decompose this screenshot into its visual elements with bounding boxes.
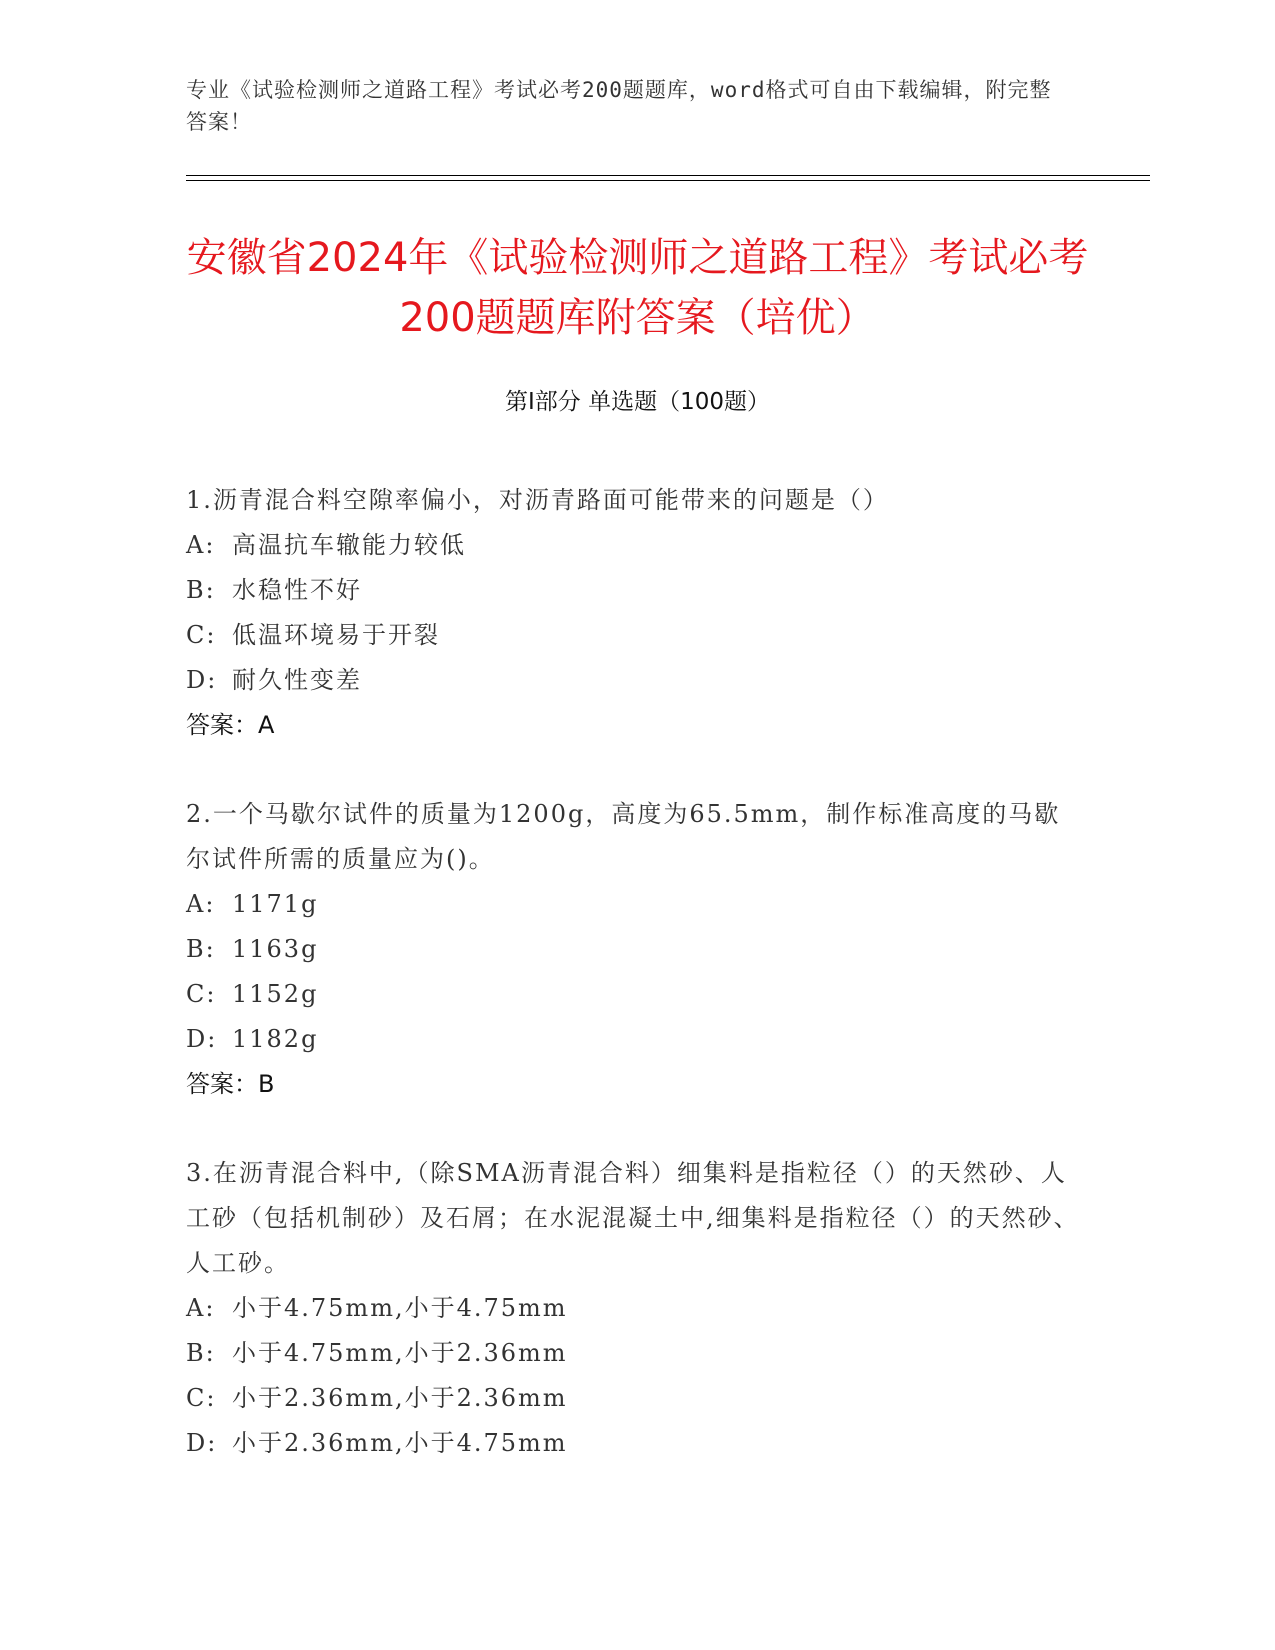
option-b: [186, 927, 1086, 972]
question-3: [186, 1151, 1086, 1466]
question-text: 3.在沥青混合料中,（除SMA沥青混合料）细集料是指粒径（）的天然砂、人工砂（包括机制砂）及石屑；在水泥混凝土中,细集料是指粒径（）的天然砂、人工砂。: [186, 1159, 1080, 1277]
header-note: 专业《试验检测师之道路工程》考试必考200题题库，word格式可自由下载编辑，附完整答案！: [186, 78, 1052, 134]
option-letter: D:: [186, 1025, 218, 1053]
option-d: [186, 1017, 1086, 1062]
option-letter: B:: [186, 576, 216, 604]
option-letter: D:: [186, 666, 218, 694]
option-text: 小于2.36mm,小于4.75mm: [232, 1429, 568, 1457]
question-2: [186, 792, 1086, 1107]
option-text: 低温环境易于开裂: [232, 621, 440, 649]
option-text: 小于4.75mm,小于2.36mm: [232, 1339, 568, 1367]
option-a: [186, 523, 1086, 568]
option-c: [186, 613, 1086, 658]
option-d: [186, 1421, 1086, 1466]
section-heading: 第Ⅰ部分 单选题（100题）: [505, 389, 770, 415]
option-d: [186, 658, 1086, 703]
question-list: [186, 478, 1086, 1510]
option-letter: C:: [186, 1384, 217, 1412]
option-text: 小于4.75mm,小于4.75mm: [232, 1294, 568, 1322]
header-divider-top: [186, 175, 1150, 176]
answer-line: 答案：A: [186, 711, 275, 739]
option-text: 水稳性不好: [232, 576, 362, 604]
option-letter: A:: [186, 531, 216, 559]
answer-line: 答案：B: [186, 1070, 275, 1098]
option-letter: A:: [186, 890, 216, 918]
option-letter: B:: [186, 1339, 216, 1367]
header-divider-bottom: [186, 180, 1150, 181]
option-letter: C:: [186, 621, 217, 649]
option-text: 耐久性变差: [232, 666, 362, 694]
option-a: [186, 1286, 1086, 1331]
option-text: 1163g: [232, 935, 319, 963]
option-b: [186, 568, 1086, 613]
option-a: [186, 882, 1086, 927]
option-letter: B:: [186, 935, 216, 963]
option-text: 小于2.36mm,小于2.36mm: [232, 1384, 568, 1412]
option-letter: D:: [186, 1429, 218, 1457]
option-c: [186, 1376, 1086, 1421]
option-c: [186, 972, 1086, 1017]
option-text: 1171g: [232, 890, 319, 918]
option-letter: A:: [186, 1294, 216, 1322]
question-text: 2.一个马歇尔试件的质量为1200g，高度为65.5mm，制作标准高度的马歇尔试件所需的质量应为()。: [186, 800, 1061, 873]
option-text: 1182g: [232, 1025, 319, 1053]
question-1: [186, 478, 1086, 748]
option-b: [186, 1331, 1086, 1376]
document-title: 安徽省2024年《试验检测师之道路工程》考试必考200题题库附答案（培优）: [186, 235, 1089, 341]
question-text: 1.沥青混合料空隙率偏小，对沥青路面可能带来的问题是（）: [186, 486, 889, 514]
option-text: 高温抗车辙能力较低: [232, 531, 466, 559]
option-letter: C:: [186, 980, 217, 1008]
option-text: 1152g: [232, 980, 319, 1008]
